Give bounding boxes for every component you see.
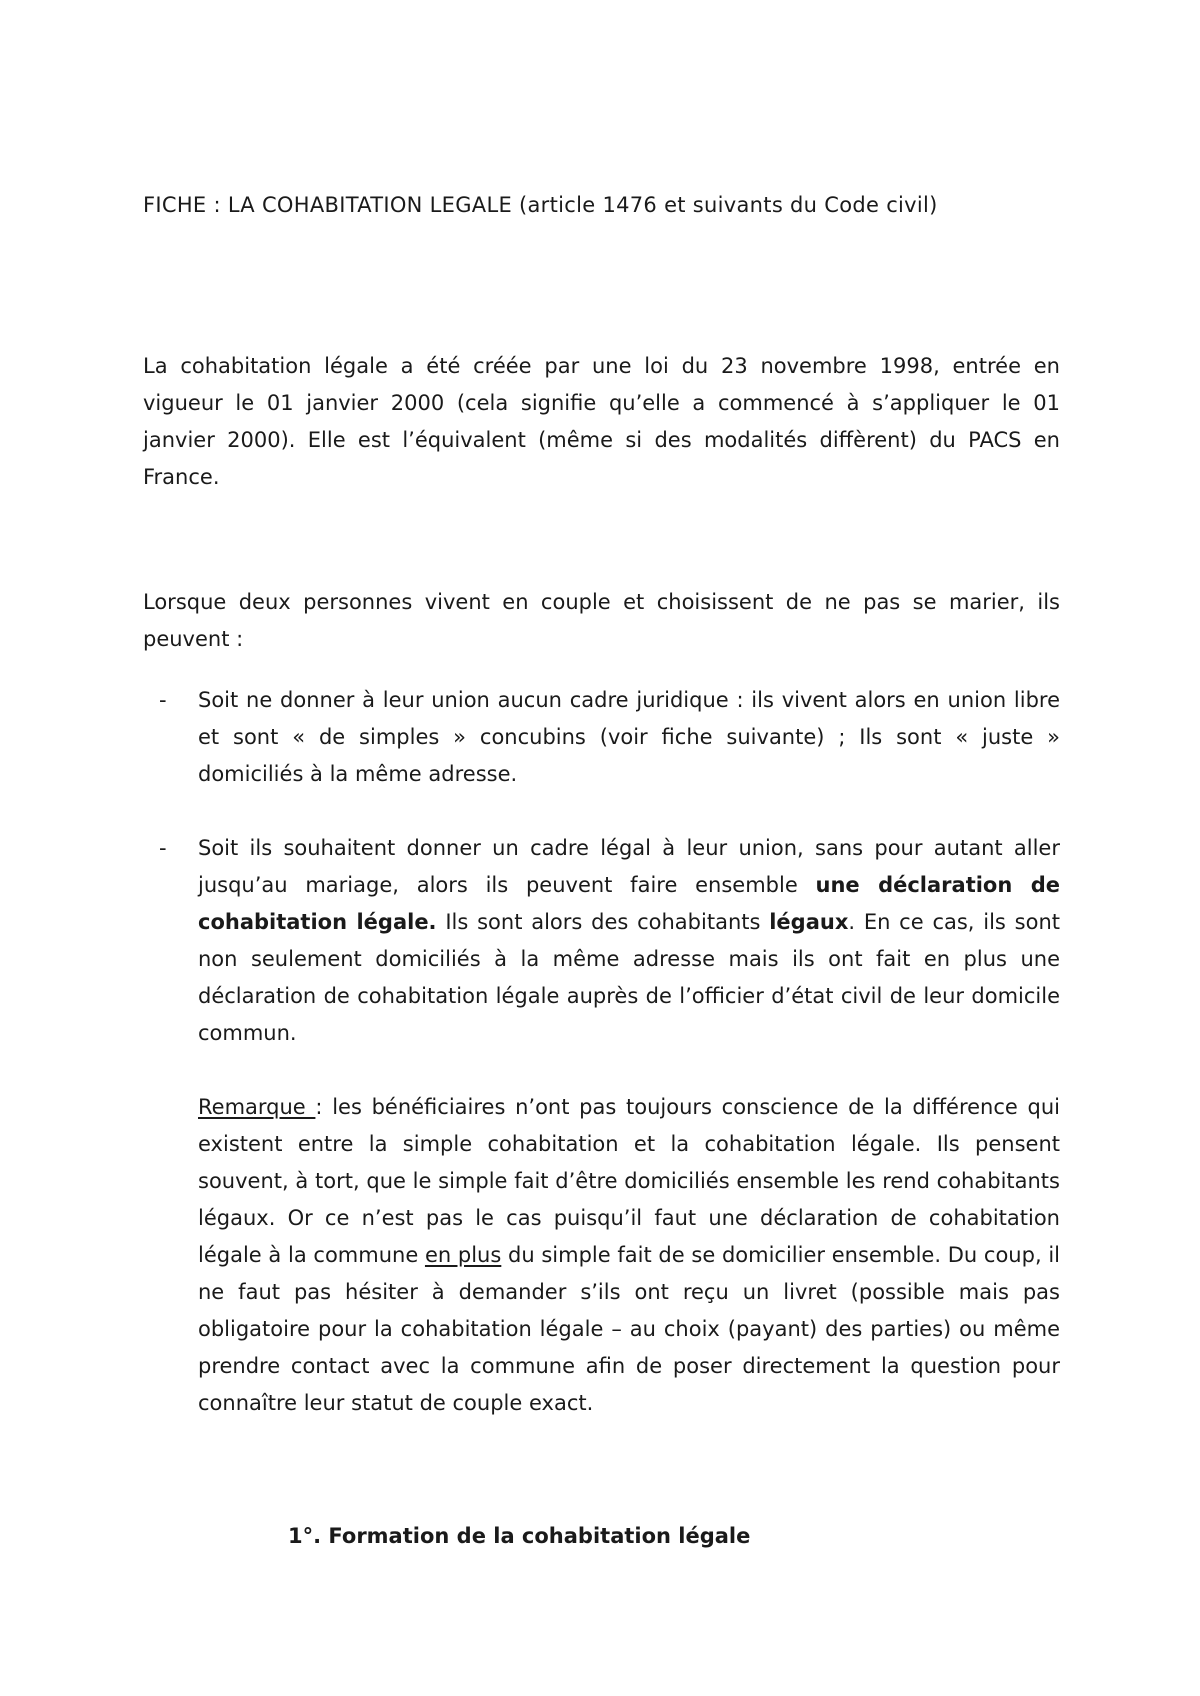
text-run: . En ce cas, ils sont non seulement domiciliés à la même adresse mais ils ont fait en plus une déclaration de cohabitation légale auprès de l’officier d’état civil de leur domicile commun.	[198, 910, 1060, 1045]
text-run: Ils sont alors des cohabitants	[436, 910, 770, 934]
bullet-dash: -	[159, 836, 167, 860]
section-heading	[143, 1518, 750, 1555]
text-run: : les bénéficiaires n’ont pas toujours conscience de la différence qui existent entre la simple cohabitation et la cohabitation légale. Ils pensent souvent, à tort, que le simple fait d’être domiciliés ensemble les rend cohabitants légaux. Or ce n’est pas le cas puisqu’il faut une déclaration de cohabitation légale à la commune	[198, 1095, 1060, 1267]
text-run: du simple fait de se domicilier ensemble. Du coup, il ne faut pas hésiter à demander s’ils ont reçu un livret (possible mais pas obligatoire pour la cohabitation légale – au choix (payant) des parties) ou même prendre contact avec la commune afin de poser directement la question pour connaître leur statut de couple exact.	[198, 1243, 1061, 1415]
remark-label: Remarque	[198, 1095, 316, 1119]
bullet-dash: -	[159, 688, 167, 712]
intro-paragraph: La cohabitation légale a été créée par une loi du 23 novembre 1998, entrée en vigueur le 01 janvier 2000 (cela signifie qu’elle a commencé à s’appliquer le 01 janvier 2000). Elle est l’équivalent (même si des modalités diffèrent) du PACS en France.	[143, 354, 1060, 489]
document-title: FICHE : LA COHABITATION LEGALE (article 1476 et suivants du Code civil)	[143, 193, 938, 217]
bold-text: une déclaration de cohabitation légale.	[198, 873, 1060, 934]
remark-paragraph	[198, 1089, 1060, 1422]
list-item-text: Soit ne donner à leur union aucun cadre juridique : ils vivent alors en union libre et sont « de simples » concubins (voir fiche suivante) ; Ils sont « juste » domiciliés à la même adresse.	[198, 688, 1060, 786]
list-item-text	[198, 830, 1060, 1052]
bold-text: légaux	[769, 910, 849, 934]
couple-paragraph: Lorsque deux personnes vivent en couple et choisissent de ne pas se marier, ils peuvent :	[143, 590, 1060, 651]
text-run: Soit ils souhaitent donner un cadre légal à leur union, sans pour autant aller jusqu’au mariage, alors ils peuvent faire ensemble	[198, 836, 1060, 897]
section-heading-text: 1°. Formation de la cohabitation légale	[288, 1524, 751, 1548]
underlined-text: en plus	[424, 1243, 502, 1267]
